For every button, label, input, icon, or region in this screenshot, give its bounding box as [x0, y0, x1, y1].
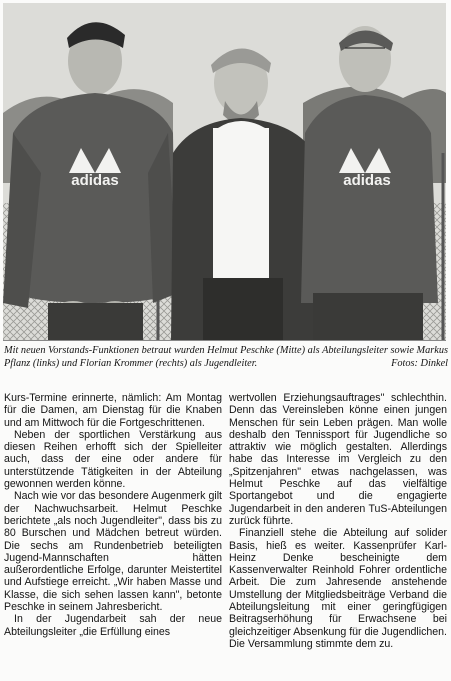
- caption-text: Mit neuen Vorstands-Funktionen betraut wurden Helmut Peschke (Mitte) als Abteilungsleiter sowie Markus Pflanz (links) und Florian Krommer (rechts) als Jugendleiter.: [4, 345, 448, 369]
- photo-credit: Fotos: Dinkel: [391, 357, 448, 369]
- paragraph: Nach wie vor das besondere Augenmerk gilt der Nachwuchsarbeit. Helmut Peschke berichtete „als noch Jugendleiter", dass bis zu 80 Burschen und Mädchen betreut würden. Die sechs am Rundenbetrieb beteiligten Jugend-Mannschaften hätten außerordentliche Erfolge, darunter Meistertitel und Aufstiege erreicht. „Wir haben Masse und Klasse, die sich sehen lassen kann", betonte Peschke in seinem Jahresbericht.: [4, 490, 222, 614]
- photo-caption: [4, 345, 448, 370]
- photo-of-three-men: [3, 3, 446, 340]
- press-photo: [3, 3, 446, 341]
- paragraph: Kurs-Termine erinnerte, nämlich: Am Montag für die Damen, am Dienstag für die Knaben und am Mittwoch für die Fortgeschrittenen.: [4, 392, 222, 429]
- svg-text:adidas: adidas: [343, 172, 391, 189]
- paragraph: In der Jugendarbeit sah der neue Abteilungsleiter „die Erfüllung eines: [4, 613, 222, 638]
- article-column-left: [4, 392, 222, 638]
- paragraph: Neben der sportlichen Verstärkung aus diesen Reihen erhofft sich der Spielleiter auch, dass der eine oder andere für unterstützende Tätigkeiten in der Abteilung gewonnen werden könne.: [4, 428, 222, 491]
- paragraph: wertvollen Erziehungsauftrages" schlechthin. Denn das Vereinsleben könne einen jungen Menschen für sein Leben prägen. Man wolle deshalb den Tennissport für Jugendliche so attraktiv wie möglich gestalten. Allerdings habe das Interesse im Vergleich zu den „Spitzenjahren" etwas nachgelassen, was Helmut Peschke auf das vielfältige Sportangebot und die engagierte Jugendarbeit in den anderen TuS-Abteilungen zurück führte.: [229, 392, 447, 527]
- article-column-right: [229, 392, 447, 650]
- svg-text:adidas: adidas: [71, 172, 119, 189]
- paragraph: Finanziell stehe die Abteilung auf solider Basis, hieß es weiter. Kassenprüfer Karl-Heinz Denke bescheinigte dem Kassenverwalter Reinhold Fohrer ordentliche Arbeit. Die zum Jahresende anstehende Umstellung der Mitgliedsbeiträge Verband die Abteilungsleitung mit einer geringfügigen Beitragserhöhung für Erwachsene bei gleichzeitiger Absenkung für die Jugendlichen. Die Versammlung stimmte dem zu.: [229, 527, 447, 650]
